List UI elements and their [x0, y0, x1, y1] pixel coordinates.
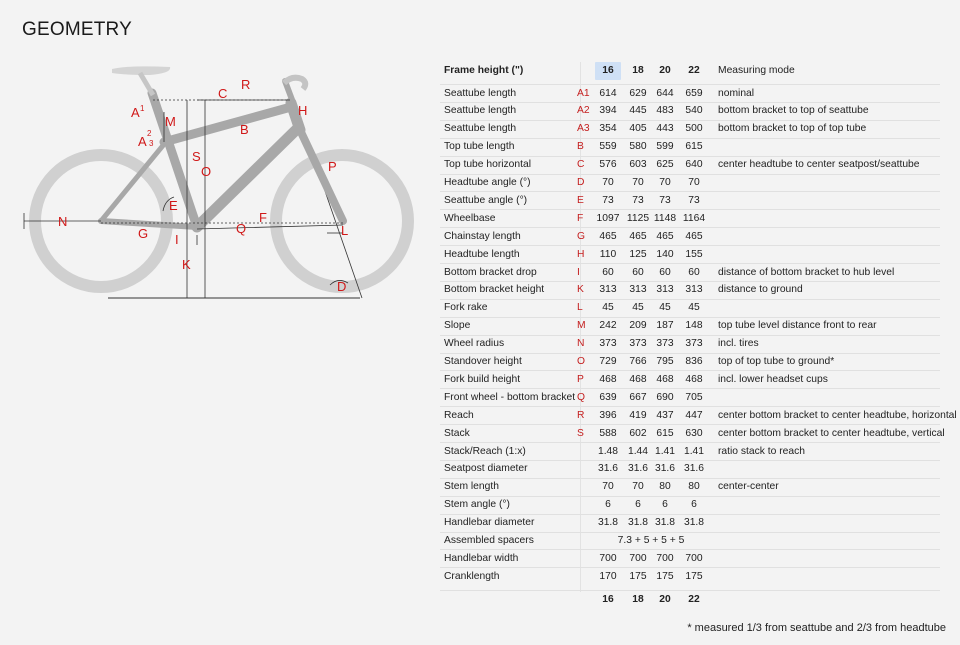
row-value-size-16: 588	[599, 427, 617, 439]
row-name: Chainstay length	[444, 230, 521, 242]
row-value-size-16: 110	[599, 248, 617, 260]
svg-text:B: B	[240, 122, 249, 137]
table-footer-sizes	[440, 591, 960, 609]
footnote: * measured 1/3 from seattube and 2/3 from headtube	[687, 622, 946, 634]
row-code: S	[577, 427, 584, 439]
row-value-size-18: 373	[629, 338, 647, 350]
footer-size-16: 16	[602, 593, 614, 605]
table-row	[440, 192, 960, 210]
row-value-size-20: 1148	[653, 212, 677, 224]
row-value-size-20: 60	[659, 266, 671, 278]
svg-text:M: M	[165, 114, 176, 129]
svg-text:G: G	[138, 226, 149, 241]
row-value-size-22: 465	[685, 230, 703, 242]
header-measuring-mode: Measuring mode	[718, 65, 795, 76]
row-value-size-20: 140	[656, 248, 674, 260]
row-value-size-16: 70	[602, 177, 614, 188]
table-row	[440, 228, 960, 246]
row-note: bottom bracket to top of seattube	[718, 105, 869, 117]
table-row	[440, 496, 960, 514]
svg-text:F: F	[259, 210, 267, 225]
row-code: R	[577, 409, 585, 421]
row-name: Front wheel - bottom bracket	[444, 391, 576, 403]
row-name: Wheelbase	[444, 212, 496, 224]
row-code: E	[577, 194, 584, 206]
row-note: ratio stack to reach	[718, 445, 805, 457]
row-value-size-22: 705	[685, 391, 703, 403]
row-value-size-18: 445	[629, 105, 647, 117]
row-value-size-16: 31.6	[597, 463, 619, 475]
row-value-size-20: 175	[656, 570, 674, 582]
row-value-size-16: 394	[599, 105, 617, 117]
row-value-size-20: 465	[656, 230, 674, 242]
row-name: Fork build height	[444, 373, 521, 385]
row-value-size-16: 614	[599, 87, 617, 99]
header-size-16: 16	[595, 62, 621, 80]
row-code: P	[577, 373, 584, 385]
row-value-size-18: 465	[629, 230, 647, 242]
row-value-size-20: 690	[656, 391, 674, 403]
row-value-size-18: 313	[629, 284, 647, 296]
row-value-size-20: 468	[656, 373, 674, 385]
row-code: F	[577, 212, 584, 224]
row-value-size-18: 125	[629, 248, 647, 260]
page-title: GEOMETRY	[22, 19, 132, 40]
row-name: Cranklength	[444, 570, 500, 582]
row-value-size-22: 630	[685, 427, 703, 439]
row-value-size-18: 1125	[626, 212, 650, 224]
row-name: Seattube angle (°)	[444, 194, 528, 206]
row-note: center bottom bracket to center headtube, horizontal	[718, 409, 957, 421]
row-value-size-22: 836	[685, 356, 703, 367]
row-name: Bottom bracket drop	[444, 266, 537, 278]
row-value-size-22: 73	[688, 194, 700, 206]
row-value-size-18: 468	[629, 373, 647, 385]
row-value-size-18: 419	[629, 409, 647, 421]
row-name: Stack	[444, 427, 470, 439]
row-code: M	[577, 320, 586, 332]
row-value-size-22: 313	[685, 284, 703, 296]
row-value-size-22: 500	[685, 123, 703, 135]
row-value-size-22: 6	[691, 499, 697, 511]
diagram-labels	[58, 77, 348, 294]
row-note: center bottom bracket to center headtube, vertical	[718, 427, 945, 439]
row-value-size-18: 70	[632, 481, 644, 493]
footer-size-18: 18	[632, 593, 644, 605]
row-value-size-20: 80	[659, 481, 671, 493]
row-value-size-20: 644	[656, 87, 674, 99]
table-row	[440, 478, 960, 496]
table-row	[440, 85, 960, 103]
row-code: A2	[577, 105, 590, 117]
header-size-20: 20	[659, 65, 671, 76]
row-value-size-22: 615	[685, 141, 703, 153]
table-row	[440, 443, 960, 461]
row-code: D	[577, 177, 585, 188]
header-frame-height-label: Frame height (")	[444, 65, 524, 76]
row-code: L	[577, 302, 583, 314]
row-name: Wheel radius	[444, 338, 505, 350]
row-value-size-16: 70	[602, 481, 614, 493]
row-value-size-22: 640	[685, 159, 703, 171]
row-value-size-20: 6	[662, 499, 668, 511]
row-name: Seattube length	[444, 87, 517, 99]
row-note: distance to ground	[718, 284, 803, 296]
row-name: Top tube length	[444, 141, 515, 153]
row-code: H	[577, 248, 585, 260]
table-row	[440, 407, 960, 425]
row-value-size-20: 483	[656, 105, 674, 117]
row-name: Handlebar diameter	[444, 517, 535, 529]
row-name: Handlebar width	[444, 552, 519, 564]
table-row	[440, 389, 960, 407]
table-row	[440, 371, 960, 389]
row-name: Slope	[444, 320, 471, 332]
row-name: Bottom bracket height	[444, 284, 545, 296]
row-value-size-16: 170	[599, 570, 617, 582]
table-header-row	[440, 62, 960, 80]
table-row	[440, 425, 960, 443]
row-note: nominal	[718, 87, 755, 99]
table-row	[440, 550, 960, 568]
row-value-size-20: 31.6	[654, 463, 676, 475]
row-name: Stem angle (°)	[444, 499, 510, 511]
table-row	[440, 568, 960, 586]
svg-text:E: E	[169, 198, 178, 213]
row-name: Headtube length	[444, 248, 520, 260]
row-value-size-20: 73	[659, 194, 671, 206]
svg-text:C: C	[218, 86, 228, 101]
row-note: top of top tube to ground*	[718, 356, 835, 367]
row-value-size-16: 639	[599, 391, 617, 403]
table-row	[440, 174, 960, 192]
row-value-size-18: 667	[629, 391, 647, 403]
header-size-18: 18	[632, 65, 644, 76]
row-value-size-22: 447	[685, 409, 703, 421]
row-value-size-16: 31.8	[597, 517, 619, 529]
footer-size-20: 20	[659, 593, 671, 605]
row-value-size-16: 396	[599, 409, 617, 421]
svg-text:3: 3	[149, 139, 154, 148]
svg-text:P: P	[328, 159, 337, 174]
row-value-size-22: 60	[688, 266, 700, 278]
row-value-size-16: 242	[599, 320, 617, 332]
row-value-size-16: 373	[599, 338, 617, 350]
svg-text:K: K	[182, 257, 191, 272]
table-row	[440, 353, 960, 371]
row-code: A1	[577, 87, 590, 99]
row-name: Fork rake	[444, 302, 488, 314]
row-value-size-22: 1.41	[683, 445, 705, 457]
row-code: Q	[577, 391, 586, 403]
row-value-size-22: 80	[688, 481, 700, 493]
row-value-size-18: 700	[629, 552, 647, 564]
row-note: center headtube to center seatpost/seattube	[718, 159, 920, 171]
row-value-size-22: 373	[685, 338, 703, 350]
row-value-size-20: 187	[656, 320, 674, 332]
table-row	[440, 246, 960, 264]
row-value-size-18: 1.44	[627, 445, 649, 457]
row-name: Seattube length	[444, 123, 517, 135]
table-row	[440, 102, 960, 120]
row-name: Seatpost diameter	[444, 463, 528, 475]
header-size-22: 22	[688, 65, 700, 76]
svg-text:D: D	[337, 279, 347, 294]
row-value-size-16: 354	[599, 123, 617, 135]
svg-text:S: S	[192, 149, 201, 164]
table-row	[440, 264, 960, 282]
table-row	[440, 460, 960, 478]
row-value-size-16: 559	[599, 141, 617, 153]
row-code: O	[577, 356, 586, 367]
row-value-size-16: 576	[599, 159, 617, 171]
row-value-size-20: 31.8	[654, 517, 676, 529]
row-note: distance of bottom bracket to hub level	[718, 266, 895, 278]
row-value-size-22: 700	[685, 552, 703, 564]
row-name: Headtube angle (°)	[444, 177, 531, 188]
row-value-size-22: 1164	[682, 212, 706, 224]
row-name: Reach	[444, 409, 474, 421]
row-value-size-22: 45	[688, 302, 700, 314]
row-code: C	[577, 159, 585, 171]
row-value-size-20: 437	[656, 409, 674, 421]
row-value-size-18: 209	[629, 320, 647, 332]
row-name: Stack/Reach (1:x)	[444, 445, 526, 457]
row-value-size-18: 31.6	[627, 463, 649, 475]
row-value-size-18: 766	[629, 356, 647, 367]
row-value-size-22: 155	[685, 248, 703, 260]
table-row	[440, 138, 960, 156]
svg-text:A: A	[138, 134, 147, 149]
table-row	[440, 335, 960, 353]
row-note: incl. tires	[718, 338, 759, 350]
svg-text:L: L	[341, 223, 349, 238]
table-row	[440, 210, 960, 228]
row-value-size-18: 73	[632, 194, 644, 206]
table-row	[440, 317, 960, 335]
row-note: incl. lower headset cups	[718, 373, 828, 385]
row-value-size-16: 468	[599, 373, 617, 385]
row-value-size-16: 313	[599, 284, 617, 296]
row-value-size-16: 6	[605, 499, 611, 511]
row-value-size-20: 313	[656, 284, 674, 296]
table-row	[440, 281, 960, 299]
row-value-size-18: 580	[629, 141, 647, 153]
svg-text:2: 2	[147, 129, 152, 138]
table-row	[440, 120, 960, 138]
row-code: A3	[577, 123, 590, 135]
row-value-size-20: 1.41	[654, 445, 676, 457]
row-value-size-18: 6	[635, 499, 641, 511]
row-value-size-20: 795	[656, 356, 674, 367]
row-value-size-22: 70	[688, 177, 700, 188]
row-value-size-22: 148	[685, 320, 703, 332]
row-note: bottom bracket to top of top tube	[718, 123, 867, 135]
row-value-size-18: 60	[632, 266, 644, 278]
table-row	[440, 299, 960, 317]
svg-text:H: H	[298, 103, 308, 118]
svg-text:N: N	[58, 214, 68, 229]
row-value-size-16: 60	[602, 266, 614, 278]
svg-text:A: A	[131, 105, 140, 120]
row-span-value: 7.3 + 5 + 5 + 5	[617, 535, 685, 546]
row-code: I	[577, 266, 580, 278]
row-value-size-18: 629	[629, 87, 647, 99]
row-name: Stem length	[444, 481, 499, 493]
row-value-size-16: 700	[599, 552, 617, 564]
svg-text:Q: Q	[236, 221, 247, 236]
row-value-size-16: 45	[602, 302, 614, 314]
row-value-size-22: 31.6	[683, 463, 705, 475]
row-name: Seattube length	[444, 105, 517, 117]
row-value-size-20: 70	[659, 177, 671, 188]
row-value-size-20: 615	[656, 427, 674, 439]
row-name: Top tube horizontal	[444, 159, 532, 171]
row-code: B	[577, 141, 584, 153]
row-name: Assembled spacers	[444, 535, 534, 546]
table-row	[440, 514, 960, 532]
row-value-size-16: 729	[599, 356, 617, 367]
row-value-size-22: 468	[685, 373, 703, 385]
footer-size-22: 22	[688, 593, 700, 605]
row-note: center-center	[718, 481, 779, 493]
row-value-size-18: 405	[629, 123, 647, 135]
row-value-size-16: 1.48	[597, 445, 619, 457]
row-value-size-18: 45	[632, 302, 644, 314]
row-value-size-18: 603	[629, 159, 647, 171]
row-value-size-22: 540	[685, 105, 703, 117]
row-value-size-20: 45	[659, 302, 671, 314]
row-value-size-16: 1097	[596, 212, 620, 224]
row-value-size-22: 659	[685, 87, 703, 99]
table-row	[440, 156, 960, 174]
row-value-size-16: 73	[602, 194, 614, 206]
row-value-size-20: 443	[656, 123, 674, 135]
row-value-size-22: 175	[685, 570, 703, 582]
row-code: K	[577, 284, 584, 296]
row-value-size-20: 700	[656, 552, 674, 564]
row-note: top tube level distance front to rear	[718, 320, 877, 332]
svg-text:R: R	[241, 77, 251, 92]
row-value-size-18: 602	[629, 427, 647, 439]
row-value-size-18: 31.8	[627, 517, 649, 529]
bike-geometry-diagram	[0, 45, 430, 315]
row-value-size-18: 70	[632, 177, 644, 188]
table-row	[440, 532, 960, 550]
row-value-size-22: 31.8	[683, 517, 705, 529]
row-value-size-20: 625	[656, 159, 674, 171]
svg-text:1: 1	[140, 104, 145, 113]
row-value-size-20: 373	[656, 338, 674, 350]
row-code: G	[577, 230, 586, 242]
svg-text:O: O	[201, 164, 212, 179]
svg-text:I: I	[175, 232, 179, 247]
row-value-size-20: 599	[656, 141, 674, 153]
row-value-size-18: 175	[629, 570, 647, 582]
row-value-size-16: 465	[599, 230, 617, 242]
row-name: Standover height	[444, 356, 522, 367]
row-code: N	[577, 338, 585, 350]
